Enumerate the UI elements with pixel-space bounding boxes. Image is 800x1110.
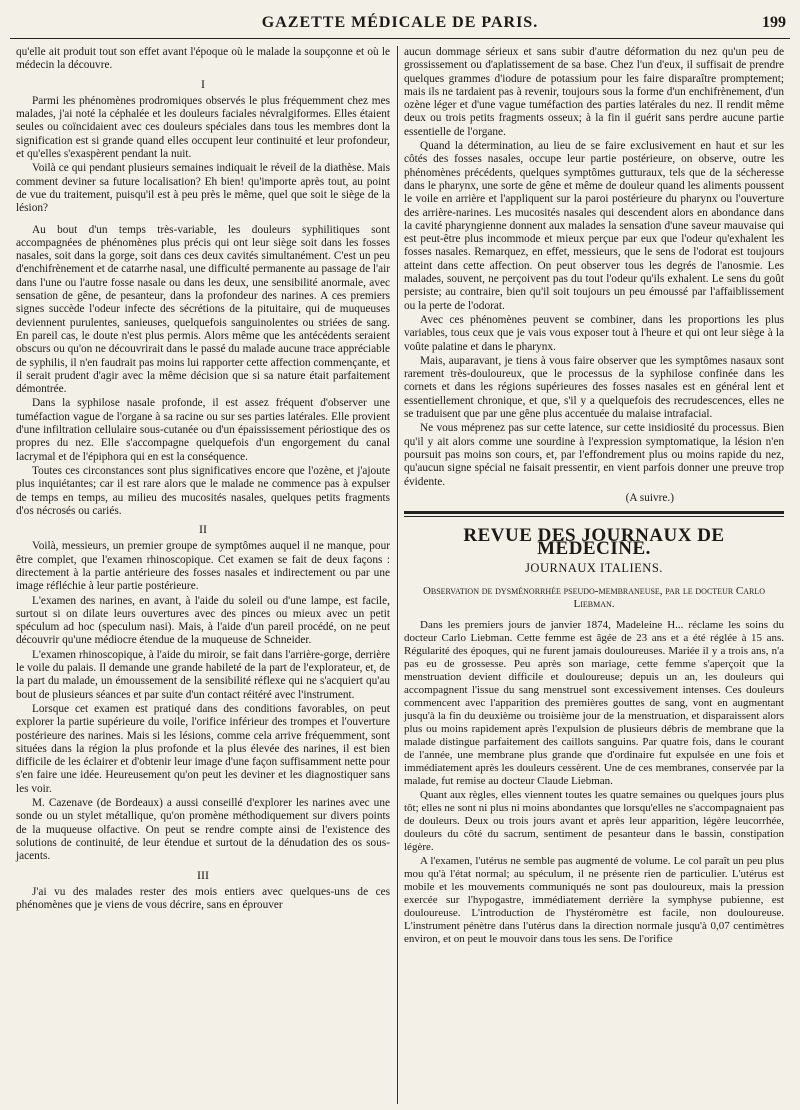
paragraph: Au bout d'un temps très-variable, les douleurs syphilitiques sont accompagnées de phénomènes plus précis qui ont leur siège soit dans les fosses nasales, soit dans la gorge, soit dans ces deux cavités simultanément. C'est un peu d'enchifrènement et de catarrhe nasal, une difficulté permanente au passage de l'air dans l'une ou l'autre fosse nasale ou dans les deux, une sensibilité anormale, avec sensation de gêne, de pesanteur, dans la profondeur des narines. A ces premiers signes succède l'odeur infecte des sécrétions de la pituitaire, qui de muqueuses deviennent purulentes, sanieuses, quelquefois sanguinolentes ou striées de sang. En pareil cas, le doute n'est plus permis. Alors même que les antécédents seraient obscurs ou qu'on ne découvrirait dans le passé du malade aucune trace appréciable de syphilis, il n'en faudrait pas moins lui rapporter cette affection commençante, et il serait prudent d'agir avec la même décision que si sa nature était parfaitement démontrée. [16,223,390,396]
paragraph: A l'examen, l'utérus ne semble pas augmenté de volume. Le col paraît un peu plus mou qu'à l'état normal; au spéculum, il ne présente rien de particulier. L'utérus est mobile et les mouvements communiqués ne sont pas douloureux, mais la pression exercée sur l'hypogastre, immédiatement derrière la symphyse pubienne, est douloureuse. L'introduction de l'hystéromètre est facile, non douloureuse. L'instrument pénètre dans l'utérus dans la direction normale jusqu'à 0,07 centimètres environ, et on peut le mouvoir dans tous les sens. De l'orifice [404,854,784,945]
page-header [10,12,790,39]
left-column [16,46,390,912]
page-number: 199 [762,14,786,31]
paragraph: Quant aux règles, elles viennent toutes les quatre semaines ou quelques jours plus tôt; elles ne sont ni plus ni moins abondantes que lorsqu'elles ne s'accompagnaient pas de douleurs. Deux ou trois jours avant et après leur apparition, légère leucorrhée, douleurs du côté du sacrum, sentiment de pesanteur dans le bassin, constipation légère. [404,788,784,853]
paragraph: L'examen rhinoscopique, à l'aide du miroir, se fait dans l'arrière-gorge, derrière le voile du palais. Il demande une grande habileté de la part de l'explorateur, et, de la part du malade, un émoussement de la sensibilité réflexe qui ne s'acquiert qu'au bout de plusieurs séances et par suite d'un contact réitéré avec l'instrument. [16,648,390,701]
article-body [404,619,784,946]
paragraph: qu'elle ait produit tout son effet avant l'époque où le malade la soupçonne et où le médecin la découvre. [16,46,390,72]
section-rule [404,511,784,514]
to-be-continued: (A suivre.) [625,491,674,504]
paragraph: Toutes ces circonstances sont plus significatives encore que l'ozène, et j'ajoute plus inquiétantes; car il est rare alors que le malade ne commence pas à expulser de temps en temps, au milieu des mucosités nasales, quelques petits fragments d'os nécrosés ou cariés. [16,464,390,517]
section-rule [404,516,784,517]
paragraph: M. Cazenave (de Bordeaux) a aussi conseillé d'explorer les narines avec une sonde ou un stylet métallique, qu'on promène méthodiquement sur divers points de la muqueuse olfactive. On peut se rendre compte ainsi de l'existence des solutions de continuité, de leur étendue et surtout de la dénudation des os sous-jacents. [16,797,390,863]
section-title: REVUE DES JOURNAUX DE MÉDECINE. [463,525,725,560]
column-divider [397,46,398,1104]
section-number: I [201,76,205,91]
section-subtitle: JOURNAUX ITALIENS. [525,560,663,575]
paragraph: Voilà, messieurs, un premier groupe de symptômes auquel il ne manque, pour être complet, que l'examen rhinoscopique. Cet examen se fait de deux façons : directement à la partie antérieure des fosses nasales et indirectement ou par une image réfléchie à leur partie postérieure. [16,540,390,593]
paragraph: Lorsque cet examen est pratiqué dans des conditions favorables, on peut explorer la partie supérieure du voile, l'orifice inférieur des trompes et l'ouverture postérieure des narines. Mais si les lésions, comme cela arrive fréquemment, sont situées dans la région la plus profonde et la plus élevée des narines, il est bien difficile de les éclairer et d'obtenir leur image d'une façon suffisamment nette pour s'en faire une idée. Heureusement qu'on peut les deviner et les diagnostiquer sans les voir. [16,702,390,795]
paragraph: Avec ces phénomènes peuvent se combiner, dans les proportions les plus variables, tous ceux que je vais vous exposer tout à l'heure et qui ont leur siège à la voûte palatine et dans le pharynx. [404,313,784,353]
paragraph: J'ai vu des malades rester des mois entiers avec quelques-uns de ces phénomènes que je viens de vous décrire, sans en éprouver [16,885,390,912]
paragraph: Dans la syphilose nasale profonde, il est assez fréquent d'observer une tuméfaction vague de l'organe à sa racine ou sur ses parties latérales. Elle provient d'une infiltration cellulaire sous-cutanée ou d'un épaississement périostique des os propres du nez. Elle s'accompagne quelquefois d'un engorgement du canal lacrymal et de l'épiphora qui en est la conséquence. [16,397,390,463]
section-number: II [199,522,207,537]
paragraph: Quand la détermination, au lieu de se faire exclusivement en haut et sur les côtés des fosses nasales, occupe leur partie postérieure, on observe, outre les phénomènes précédents, quelques symptômes gutturaux, tels que de la sécheresse dans le pharynx, une sorte de gêne et même de douleur quand les aliments poussent le voile en arrière et l'appliquent sur la paroi postérieure du pharynx ou l'ouverture des arrière-narines. Les mucosités nasales qui descendent alors en abondance dans la cavité pharyngienne donnent aux malades la sensation d'une saveur mauvaise qui est peut-être plus incommode et mieux perçue par eux que l'odeur qu'exhalent les fosses nasales. Remarquez, en effet, messieurs, que le sens de l'odorat est toujours atteint dans cette affection. On peut observer tous les degrés de l'anosmie. Les malades, souvent, ne perçoivent pas du tout l'odeur qu'ils exhalent. Le sens du goût persiste; au contraire, bien qu'il soit toujours un peu émoussé par l'affaiblissement ou la perte de l'odorat. [404,140,784,312]
paragraph: L'examen des narines, en avant, à l'aide du soleil ou d'une lampe, est facile, surtout si on dilate leurs ouvertures avec des pinces ou mieux avec un petit spéculum ad hoc (speculum nasi). Mais, à l'aide d'un pareil procédé, on ne peut découvrir qu'une médiocre étendue de la muqueuse de Schneider. [16,594,390,647]
paragraph: Ne vous méprenez pas sur cette latence, sur cette insidiosité du processus. Bien qu'il y ait alors comme une sourdine à l'expression symptomatique, la lésion n'en poursuit pas moins son cours, et, par l'effondrement plus ou moins rapide du nez, qu'aucun signe spécial ne faisait pressentir, en vient parfois donner une preuve trop évidente. [404,422,784,488]
paragraph: Mais, auparavant, je tiens à vous faire observer que les symptômes nasaux sont rarement très-douloureux, que le processus de la syphilose confinée dans les cornets et dans les régions supérieures des fosses nasales est en général lent et essentiellement chronique, et que, s'il y a quelquefois des recrudescences, elles ne se traduisent que par une gêne plus accentuée du malaise intrafacial. [404,354,784,421]
section-number: III [197,867,209,882]
article-title: Observation de dysménorrhée pseudo-membraneuse, par le docteur Carlo Liebman. [422,584,766,610]
paragraph: Dans les premiers jours de janvier 1874, Madeleine H... réclame les soins du docteur Carlo Liebman. Cette femme est âgée de 23 ans et a été réglée à 15 ans. Régularité des époques, qui ne furent jamais douloureuses. Mariée il y a trois ans, n'a pas eu de grossesse. Peu après son mariage, cette femme s'aperçoit que la menstruation devient difficile et douloureuse; depuis un an, les douleurs qui accompagnent l'issue du sang menstruel sont excessivement intenses. Ces douleurs commencent avec l'apparition des premières gouttes de sang, vont en augmentant jusqu'à la fin du deuxième ou troisième jour de la menstruation, et disparaissent alors plus ou moins rapidement après l'expulsion de plusieurs débris de membrane que la malade distingue parfaitement des caillots sanguins. Par quatre fois, dans le courant de l'année, une membrane plus grande que d'ordinaire fut expulsée en une fois et immédiatement après les douleurs cessèrent. Une de ces membranes, conservée par la malade, fut remise au docteur Claude Liebman. [404,618,784,787]
paragraph: Voilà ce qui pendant plusieurs semaines indiquait le réveil de la diathèse. Mais comment deviner sa future localisation? Eh bien! qu'importe après tout, au point de vue du traitement, puisqu'il est à peu près le même, quel que soit le siège de la lésion? [16,162,390,215]
right-column [404,46,784,946]
journal-title: GAZETTE MÉDICALE DE PARIS. [261,14,539,31]
paragraph: aucun dommage sérieux et sans subir d'autre déformation du nez qu'un peu de grossissement ou d'aplatissement de sa base. Chez l'un d'eux, il suffisait de prendre quelques grammes d'iodure de potassium pour les faire disparaître promptement; mais ils ne tardaient pas à revenir, toujours sous la forme d'un enchifrènement, d'un ozène léger et d'une vague tuméfaction des parties latérales du nez. Il rendit même deux ou trois petits fragments osseux; à la fin il guérit sans perdre aucune partie essentielle de l'organe. [404,46,784,138]
paragraph: Parmi les phénomènes prodromiques observés le plus fréquemment chez mes malades, j'ai noté la céphalée et les douleurs faciales névralgiformes. Elles étaient seules ou coïncidaient avec ces douleurs spéciales dans tous les membres dont la signification est si grande quand elles occupent leur continuité et leur profondeur, et qu'elles s'exaspèrent pendant la nuit. [16,94,390,161]
